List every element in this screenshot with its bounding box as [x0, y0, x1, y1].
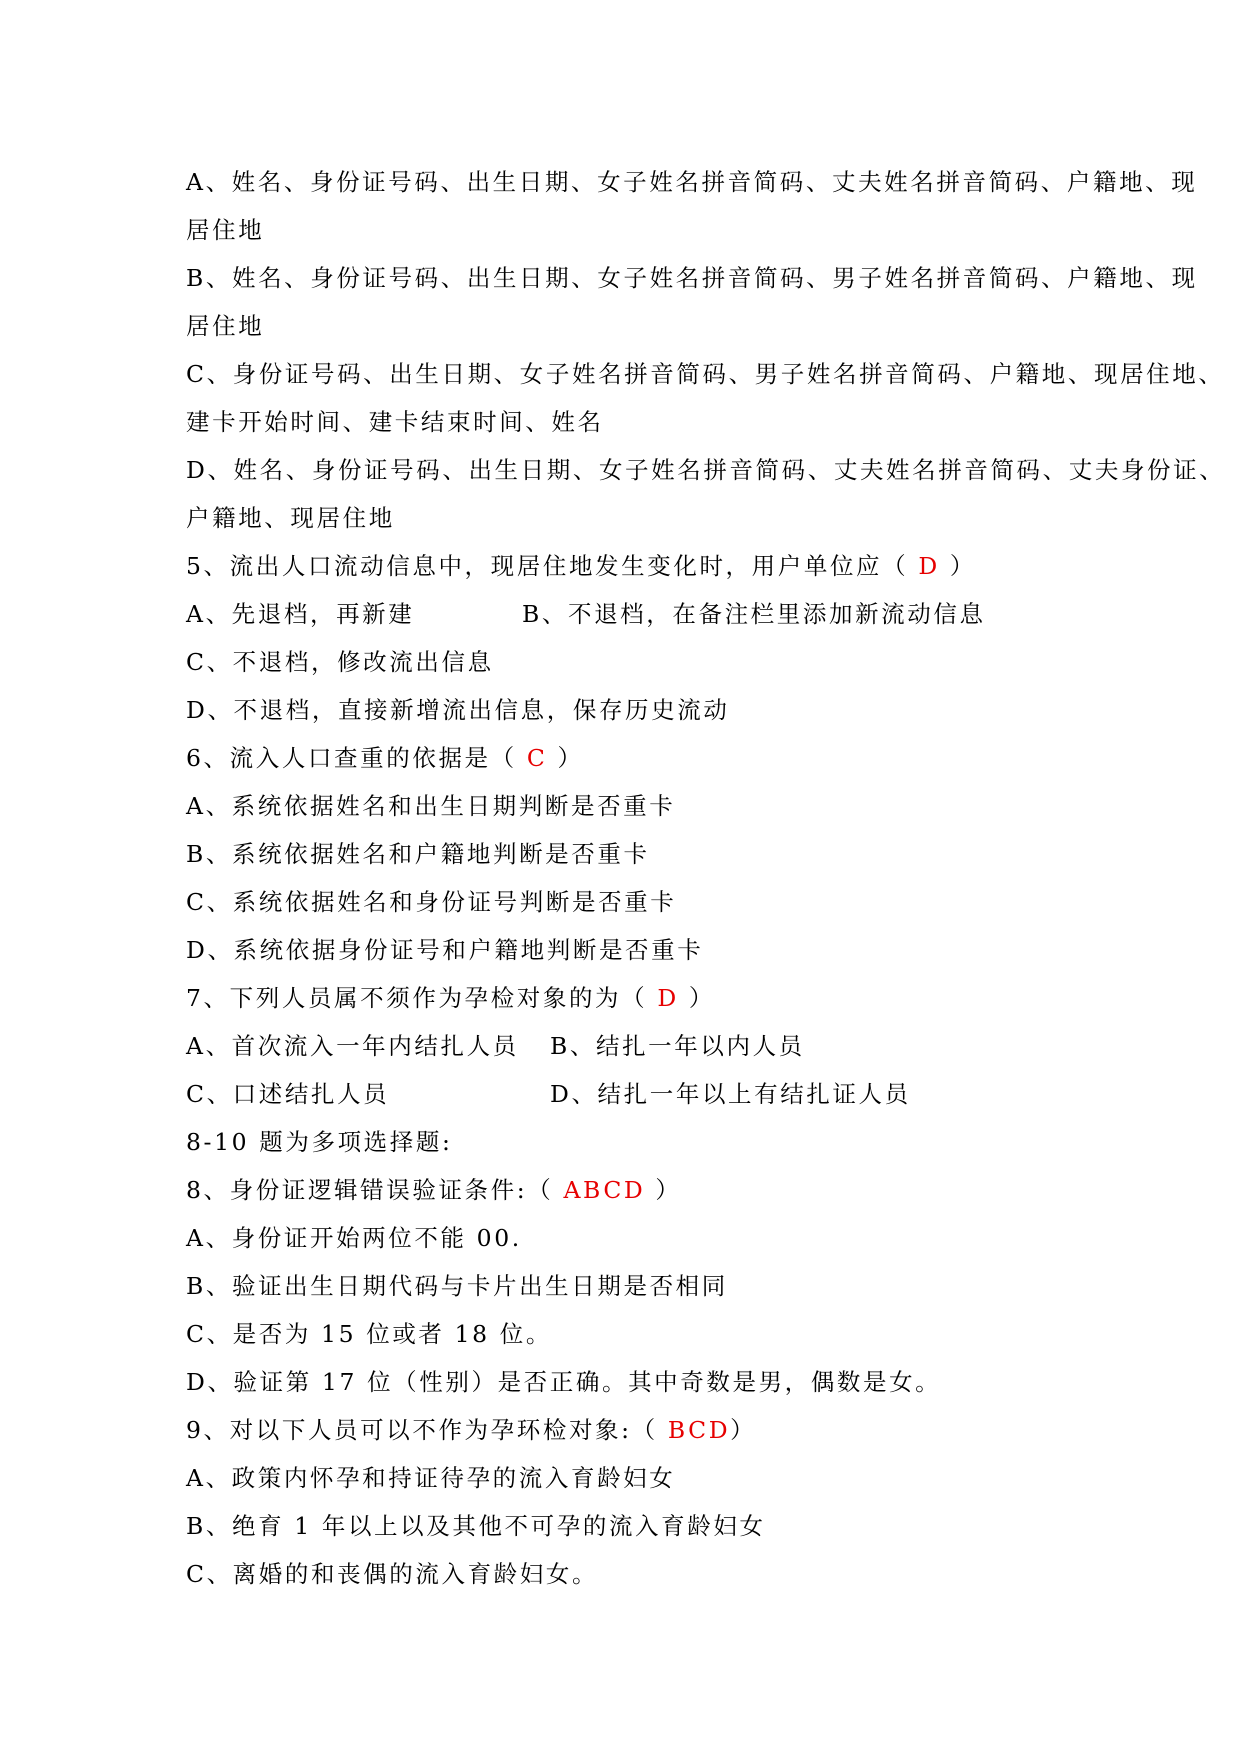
q9-stem — [186, 1406, 1146, 1454]
q5-option-a: A、先退档，再新建 — [186, 600, 415, 628]
q8-stem-before: 8、身份证逻辑错误验证条件:（ — [186, 1176, 564, 1204]
q5-stem-after: ） — [939, 552, 976, 580]
q8-option-a: A、身份证开始两位不能 00. — [186, 1224, 522, 1252]
q7-stem-before: 7、下列人员属不须作为孕检对象的为（ — [186, 984, 658, 1012]
q7-options-cd — [186, 1070, 1146, 1118]
q5-stem-before: 5、流出人口流动信息中，现居住地发生变化时，用户单位应（ — [186, 552, 919, 580]
q4-option-c-line2: 建卡开始时间、建卡结束时间、姓名 — [186, 408, 604, 436]
q4-option-d-line2: 户籍地、现居住地 — [186, 504, 395, 532]
q6-stem-before: 6、流入人口查重的依据是（ — [186, 744, 527, 772]
q6-option-d: D、系统依据身份证号和户籍地判断是否重卡 — [186, 936, 704, 964]
q4-option-a-line1: A、姓名、身份证号码、出生日期、女子姓名拼音简码、丈夫姓名拼音简码、户籍地、现 — [186, 168, 1198, 196]
q4-option-b-line1: B、姓名、身份证号码、出生日期、女子姓名拼音简码、男子姓名拼音简码、户籍地、现 — [186, 264, 1198, 292]
section-note-multiple-choice: 8-10 题为多项选择题: — [186, 1128, 453, 1156]
q6-option-c: C、系统依据姓名和身份证号判断是否重卡 — [186, 888, 677, 916]
q7-stem — [186, 974, 1146, 1022]
q5-option-d: D、不退档，直接新增流出信息，保存历史流动 — [186, 696, 730, 724]
q4-option-c-line1: C、身份证号码、出生日期、女子姓名拼音简码、男子姓名拼音简码、户籍地、现居住地、 — [186, 360, 1225, 388]
q7-answer: D — [657, 984, 679, 1012]
q6-stem-after: ） — [547, 744, 584, 772]
q8-stem — [186, 1166, 1146, 1214]
q5-stem — [186, 542, 1146, 590]
q6-option-b: B、系统依据姓名和户籍地判断是否重卡 — [186, 840, 650, 868]
q8-option-c: C、是否为 15 位或者 18 位。 — [186, 1320, 552, 1348]
q9-option-c: C、离婚的和丧偶的流入育龄妇女。 — [186, 1560, 599, 1588]
q7-option-c: C、口述结扎人员 — [186, 1080, 390, 1108]
q7-options-ab — [186, 1022, 1146, 1070]
q5-option-b: B、不退档，在备注栏里添加新流动信息 — [522, 600, 986, 628]
q5-options-ab — [186, 590, 1146, 638]
q4-option-b-line2: 居住地 — [186, 312, 265, 340]
q6-stem — [186, 734, 1146, 782]
q7-option-b: B、结扎一年以内人员 — [550, 1032, 805, 1060]
q9-option-a: A、政策内怀孕和持证待孕的流入育龄妇女 — [186, 1464, 676, 1492]
q7-stem-after: ） — [678, 984, 715, 1012]
q4-option-d-line1: D、姓名、身份证号码、出生日期、女子姓名拼音简码、丈夫姓名拼音简码、丈夫身份证、 — [186, 456, 1226, 484]
q8-option-b: B、验证出生日期代码与卡片出生日期是否相同 — [186, 1272, 728, 1300]
q8-stem-after: ） — [645, 1176, 682, 1204]
q7-option-d: D、结扎一年以上有结扎证人员 — [550, 1080, 911, 1108]
q5-answer: D — [918, 552, 940, 580]
q6-option-a: A、系统依据姓名和出生日期判断是否重卡 — [186, 792, 676, 820]
document-body — [186, 158, 1226, 1598]
q9-stem-after: ） — [730, 1416, 757, 1444]
q9-stem-before: 9、对以下人员可以不作为孕环检对象:（ — [186, 1416, 668, 1444]
q7-option-a: A、首次流入一年内结扎人员 — [186, 1032, 519, 1060]
q5-option-c: C、不退档，修改流出信息 — [186, 648, 494, 676]
q8-option-d: D、验证第 17 位（性别）是否正确。其中奇数是男，偶数是女。 — [186, 1368, 942, 1396]
q6-answer: C — [526, 744, 548, 772]
q9-option-b: B、绝育 1 年以上以及其他不可孕的流入育龄妇女 — [186, 1512, 766, 1540]
q4-option-a-line2: 居住地 — [186, 216, 265, 244]
q8-answer: ABCD — [563, 1176, 646, 1204]
q9-answer: BCD — [667, 1416, 731, 1444]
